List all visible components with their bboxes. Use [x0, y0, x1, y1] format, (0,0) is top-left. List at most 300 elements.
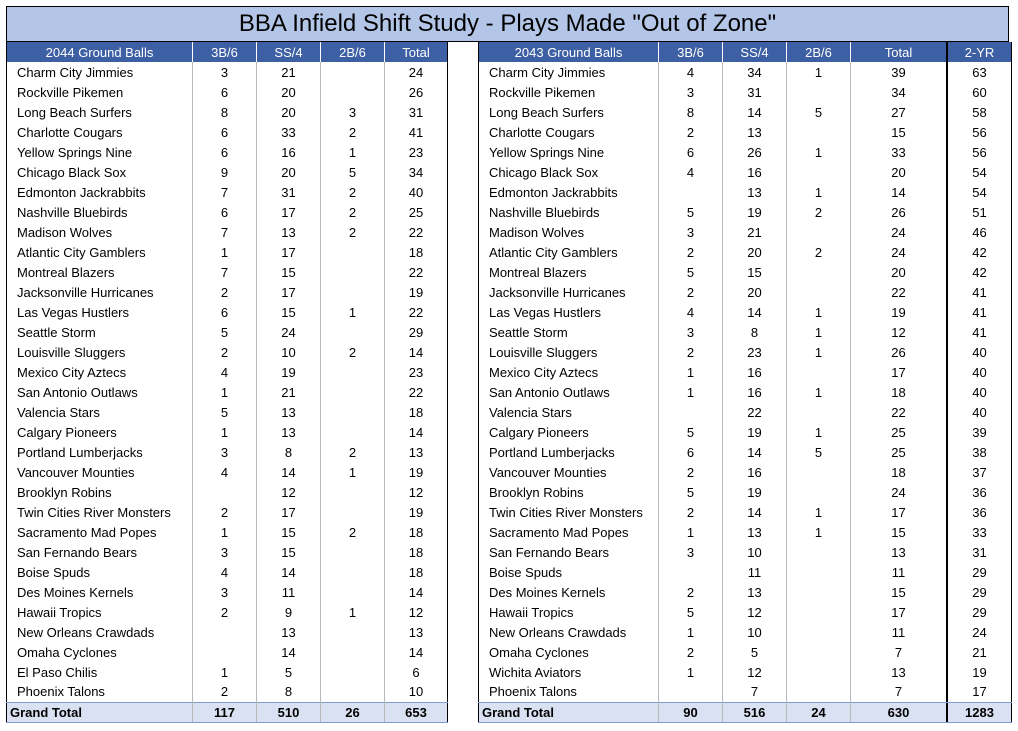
ss-cell: 16 — [723, 382, 787, 402]
ss-cell: 15 — [723, 262, 787, 282]
table-row — [948, 682, 1012, 702]
table-row — [479, 62, 947, 82]
table-row — [7, 422, 448, 442]
team-cell: Twin Cities River Monsters — [7, 502, 193, 522]
tables-grid — [6, 42, 1012, 723]
ss-cell: 17 — [257, 502, 321, 522]
table-row — [948, 62, 1012, 82]
total-cell: 18 — [408, 544, 424, 560]
table-row — [948, 82, 1012, 102]
2b-cell — [321, 622, 385, 642]
table-row — [7, 202, 448, 222]
ss-cell: 12 — [257, 482, 321, 502]
total-cell: 25 — [408, 204, 424, 220]
3b-cell: 7 — [193, 262, 257, 282]
total-cell: 18 — [408, 404, 424, 420]
total-cell: 17 — [891, 504, 906, 520]
table-row — [948, 562, 1012, 582]
2b-cell — [321, 502, 385, 522]
ss-cell: 15 — [257, 542, 321, 562]
ss-cell: 8 — [257, 442, 321, 462]
total-cell: 39 — [891, 64, 906, 80]
two-year-total-cell: 41 — [972, 284, 987, 300]
column-header: 2B/6 — [787, 42, 851, 62]
team-cell: Louisville Sluggers — [479, 342, 659, 362]
ss-cell: 16 — [257, 142, 321, 162]
table-row — [479, 142, 947, 162]
team-cell: Nashville Bluebirds — [479, 202, 659, 222]
team-cell: Valencia Stars — [479, 402, 659, 422]
team-cell: Sacramento Mad Popes — [479, 522, 659, 542]
3b-cell: 1 — [659, 662, 723, 682]
column-gap — [448, 42, 478, 723]
total-cell: 11 — [891, 564, 906, 580]
ss-cell: 13 — [723, 122, 787, 142]
two-year-total-cell: 31 — [972, 544, 987, 560]
3b-cell: 2 — [193, 602, 257, 622]
table-row — [479, 82, 947, 102]
ss-cell: 13 — [257, 622, 321, 642]
grand-total-label: Grand Total — [7, 702, 193, 722]
3b-cell — [659, 402, 723, 422]
2b-cell — [787, 222, 851, 242]
ss-cell: 10 — [257, 342, 321, 362]
table-row — [948, 282, 1012, 302]
table-row — [7, 222, 448, 242]
ss-cell: 20 — [723, 242, 787, 262]
two-year-total-cell: 29 — [972, 584, 987, 600]
team-cell: Montreal Blazers — [7, 262, 193, 282]
ss-cell: 15 — [257, 302, 321, 322]
table-row — [479, 162, 947, 182]
table-row — [7, 102, 448, 122]
ss-cell: 22 — [723, 402, 787, 422]
table-row — [948, 642, 1012, 662]
3b-cell: 5 — [659, 482, 723, 502]
3b-cell — [659, 562, 723, 582]
3b-cell: 2 — [659, 462, 723, 482]
total-cell: 7 — [894, 644, 903, 660]
3b-cell — [193, 482, 257, 502]
team-cell: Chicago Black Sox — [479, 162, 659, 182]
team-cell: Madison Wolves — [479, 222, 659, 242]
3b-cell: 1 — [193, 522, 257, 542]
table-row — [7, 622, 448, 642]
team-cell: Phoenix Talons — [7, 682, 193, 702]
2b-cell: 24 — [787, 702, 851, 722]
2b-cell — [787, 542, 851, 562]
3b-cell: 3 — [193, 542, 257, 562]
total-cell: 25 — [891, 424, 906, 440]
3b-cell: 5 — [659, 202, 723, 222]
total-cell: 34 — [408, 164, 424, 180]
table-row — [7, 182, 448, 202]
team-cell: San Antonio Outlaws — [7, 382, 193, 402]
3b-cell — [193, 642, 257, 662]
team-cell: Yellow Springs Nine — [7, 142, 193, 162]
table-row — [479, 102, 947, 122]
two-year-total-cell: 51 — [972, 204, 987, 220]
ss-cell: 31 — [723, 82, 787, 102]
3b-cell: 1 — [659, 382, 723, 402]
3b-cell: 7 — [193, 182, 257, 202]
ss-cell: 20 — [257, 82, 321, 102]
total-cell: 15 — [891, 584, 906, 600]
total-cell: 25 — [891, 444, 906, 460]
table-row — [7, 562, 448, 582]
3b-cell: 4 — [659, 62, 723, 82]
2b-cell — [321, 382, 385, 402]
ss-cell: 14 — [723, 302, 787, 322]
3b-cell: 2 — [193, 682, 257, 702]
table-row — [479, 122, 947, 142]
2b-cell: 1 — [321, 302, 385, 322]
table-row — [479, 642, 947, 662]
total-cell: 24 — [891, 244, 906, 260]
table-2043 — [478, 42, 947, 723]
ss-cell: 12 — [723, 602, 787, 622]
2b-cell — [787, 362, 851, 382]
ss-cell: 21 — [257, 382, 321, 402]
team-cell: Seattle Storm — [479, 322, 659, 342]
column-header: 2B/6 — [321, 42, 385, 62]
ss-cell: 516 — [723, 702, 787, 722]
ss-cell: 13 — [257, 422, 321, 442]
ss-cell: 26 — [723, 142, 787, 162]
table-row — [479, 562, 947, 582]
2b-cell — [321, 282, 385, 302]
3b-cell: 6 — [193, 82, 257, 102]
total-cell: 12 — [891, 324, 906, 340]
two-year-total-cell: 40 — [972, 404, 987, 420]
total-cell: 14 — [408, 584, 424, 600]
team-cell: Long Beach Surfers — [7, 102, 193, 122]
total-cell: 15 — [891, 524, 906, 540]
3b-cell: 2 — [659, 122, 723, 142]
ss-cell: 9 — [257, 602, 321, 622]
2b-cell — [321, 322, 385, 342]
2b-cell — [787, 622, 851, 642]
2b-cell: 1 — [787, 322, 851, 342]
team-cell: Mexico City Aztecs — [7, 362, 193, 382]
table-row — [948, 462, 1012, 482]
header-row-2044 — [7, 42, 448, 62]
table-row — [948, 622, 1012, 642]
2b-cell: 2 — [321, 522, 385, 542]
two-year-total-cell: 21 — [972, 644, 987, 660]
total-cell: 34 — [891, 84, 906, 100]
spreadsheet — [6, 6, 1009, 720]
table-row — [948, 142, 1012, 162]
team-cell: Hawaii Tropics — [479, 602, 659, 622]
3b-cell: 2 — [659, 582, 723, 602]
total-cell: 14 — [408, 644, 424, 660]
team-cell: Omaha Cyclones — [7, 642, 193, 662]
table-row — [479, 282, 947, 302]
total-cell: 26 — [408, 84, 424, 100]
team-cell: Calgary Pioneers — [7, 422, 193, 442]
table-row — [479, 482, 947, 502]
table-row — [7, 582, 448, 602]
ss-cell: 17 — [257, 282, 321, 302]
grand-total-row — [948, 702, 1012, 722]
2b-cell — [321, 682, 385, 702]
two-year-total-cell: 46 — [972, 224, 987, 240]
ss-cell: 16 — [723, 362, 787, 382]
total-cell: 40 — [408, 184, 424, 200]
3b-cell: 6 — [193, 202, 257, 222]
3b-cell: 3 — [659, 222, 723, 242]
two-year-total-cell: 29 — [972, 564, 987, 580]
table-row — [479, 342, 947, 362]
total-cell: 13 — [891, 664, 906, 680]
two-year-total-cell: 58 — [972, 104, 987, 120]
2b-cell — [321, 482, 385, 502]
column-header: 2043 Ground Balls — [479, 42, 659, 62]
ss-cell: 510 — [257, 702, 321, 722]
team-cell: Des Moines Kernels — [479, 582, 659, 602]
2b-cell: 2 — [321, 202, 385, 222]
2b-cell — [321, 402, 385, 422]
2b-cell: 2 — [321, 222, 385, 242]
two-year-total-cell: 63 — [972, 64, 987, 80]
3b-cell: 2 — [659, 282, 723, 302]
table-row — [948, 182, 1012, 202]
table-row — [948, 422, 1012, 442]
ss-cell: 15 — [257, 262, 321, 282]
table-row — [948, 382, 1012, 402]
total-cell: 33 — [891, 144, 906, 160]
ss-cell: 7 — [723, 682, 787, 702]
table-row — [948, 662, 1012, 682]
2b-cell: 2 — [787, 202, 851, 222]
total-cell: 14 — [408, 344, 424, 360]
table-row — [7, 122, 448, 142]
table-row — [7, 502, 448, 522]
3b-cell: 6 — [659, 142, 723, 162]
3b-cell — [193, 622, 257, 642]
ss-cell: 20 — [723, 282, 787, 302]
two-year-total-cell: 40 — [972, 384, 987, 400]
2b-cell — [321, 82, 385, 102]
3b-cell: 1 — [193, 382, 257, 402]
team-cell: Long Beach Surfers — [479, 102, 659, 122]
3b-cell: 5 — [659, 262, 723, 282]
total-cell: 12 — [408, 484, 424, 500]
ss-cell: 13 — [723, 522, 787, 542]
2b-cell — [787, 602, 851, 622]
table-row — [7, 162, 448, 182]
team-cell: Atlantic City Gamblers — [7, 242, 193, 262]
team-cell: Portland Lumberjacks — [7, 442, 193, 462]
team-cell: Madison Wolves — [7, 222, 193, 242]
table-row — [479, 602, 947, 622]
total-cell: 24 — [408, 64, 424, 80]
table-row — [948, 262, 1012, 282]
2b-cell — [321, 242, 385, 262]
2b-cell: 1 — [321, 602, 385, 622]
grand-total-label: Grand Total — [479, 702, 659, 722]
ss-cell: 14 — [723, 102, 787, 122]
ss-cell: 14 — [723, 502, 787, 522]
2b-cell — [321, 642, 385, 662]
ss-cell: 19 — [257, 362, 321, 382]
ss-cell: 13 — [257, 222, 321, 242]
ss-cell: 8 — [257, 682, 321, 702]
3b-cell: 8 — [193, 102, 257, 122]
2b-cell: 1 — [787, 302, 851, 322]
header-row-2yr — [948, 42, 1012, 62]
ss-cell: 21 — [723, 222, 787, 242]
table-row — [479, 402, 947, 422]
2b-cell: 1 — [321, 142, 385, 162]
2b-cell: 2 — [321, 122, 385, 142]
table-row — [948, 102, 1012, 122]
team-cell: Las Vegas Hustlers — [7, 302, 193, 322]
table-row — [948, 342, 1012, 362]
total-cell: 22 — [408, 224, 424, 240]
column-header: 2044 Ground Balls — [7, 42, 193, 62]
table-row — [948, 302, 1012, 322]
2b-cell — [787, 82, 851, 102]
team-cell: Chicago Black Sox — [7, 162, 193, 182]
table-row — [479, 462, 947, 482]
3b-cell: 2 — [193, 502, 257, 522]
3b-cell: 1 — [193, 662, 257, 682]
team-cell: Brooklyn Robins — [479, 482, 659, 502]
ss-cell: 14 — [257, 562, 321, 582]
3b-cell: 4 — [659, 162, 723, 182]
table-row — [7, 242, 448, 262]
table-row — [948, 602, 1012, 622]
3b-cell: 1 — [193, 242, 257, 262]
total-cell: 13 — [408, 624, 424, 640]
2b-cell — [787, 642, 851, 662]
total-cell: 20 — [891, 164, 906, 180]
table-row — [948, 322, 1012, 342]
2b-cell: 1 — [787, 522, 851, 542]
team-cell: Seattle Storm — [7, 322, 193, 342]
ss-cell: 10 — [723, 542, 787, 562]
total-cell: 26 — [891, 204, 906, 220]
table-row — [948, 482, 1012, 502]
2b-cell: 2 — [321, 182, 385, 202]
3b-cell: 6 — [193, 142, 257, 162]
table-row — [7, 282, 448, 302]
ss-cell: 19 — [723, 482, 787, 502]
table-row — [479, 522, 947, 542]
table-row — [948, 362, 1012, 382]
2b-cell — [321, 422, 385, 442]
column-header: SS/4 — [723, 42, 787, 62]
3b-cell: 1 — [193, 422, 257, 442]
2b-cell: 26 — [321, 702, 385, 722]
table-row — [479, 322, 947, 342]
3b-cell: 5 — [659, 422, 723, 442]
table-row — [948, 162, 1012, 182]
2b-cell — [321, 662, 385, 682]
team-cell: Omaha Cyclones — [479, 642, 659, 662]
ss-cell: 20 — [257, 162, 321, 182]
total-cell: 22 — [408, 264, 424, 280]
total-cell: 19 — [891, 304, 906, 320]
2b-cell — [787, 682, 851, 702]
3b-cell: 4 — [193, 562, 257, 582]
3b-cell: 8 — [659, 102, 723, 122]
ss-cell: 33 — [257, 122, 321, 142]
2b-cell: 1 — [787, 422, 851, 442]
table-row — [7, 682, 448, 702]
total-cell: 23 — [408, 144, 424, 160]
two-year-total-cell: 39 — [972, 424, 987, 440]
table-row — [479, 422, 947, 442]
page-title: BBA Infield Shift Study - Plays Made "Out of Zone" — [6, 6, 1009, 42]
table-2yr — [947, 42, 1012, 723]
table-row — [479, 682, 947, 702]
3b-cell: 1 — [659, 362, 723, 382]
2b-cell — [787, 462, 851, 482]
two-year-total-cell: 40 — [972, 364, 987, 380]
table-row — [7, 602, 448, 622]
total-cell: 22 — [891, 284, 906, 300]
total-cell: 22 — [891, 404, 906, 420]
team-cell: Charlotte Cougars — [7, 122, 193, 142]
total-cell: 18 — [891, 464, 906, 480]
table-row — [948, 202, 1012, 222]
two-year-total-cell: 37 — [972, 464, 987, 480]
team-cell: Valencia Stars — [7, 402, 193, 422]
ss-cell: 5 — [257, 662, 321, 682]
ss-cell: 13 — [257, 402, 321, 422]
2b-cell: 2 — [321, 342, 385, 362]
table-row — [479, 362, 947, 382]
3b-cell: 6 — [193, 122, 257, 142]
table-row — [7, 402, 448, 422]
2b-cell: 2 — [787, 242, 851, 262]
total-cell: 13 — [408, 444, 424, 460]
ss-cell: 14 — [257, 462, 321, 482]
total-cell: 7 — [894, 684, 903, 700]
ss-cell: 19 — [723, 422, 787, 442]
column-header: 3B/6 — [659, 42, 723, 62]
3b-cell: 5 — [193, 322, 257, 342]
2b-cell — [787, 402, 851, 422]
table-row — [479, 242, 947, 262]
3b-cell: 2 — [659, 502, 723, 522]
table-row — [7, 82, 448, 102]
3b-cell: 2 — [659, 242, 723, 262]
two-year-total-cell: 17 — [972, 684, 987, 700]
team-cell: Charm City Jimmies — [479, 62, 659, 82]
team-cell: Calgary Pioneers — [479, 422, 659, 442]
team-cell: Brooklyn Robins — [7, 482, 193, 502]
3b-cell: 3 — [193, 582, 257, 602]
two-year-total-cell: 36 — [972, 504, 987, 520]
team-cell: Hawaii Tropics — [7, 602, 193, 622]
table-row — [7, 62, 448, 82]
ss-cell: 11 — [723, 562, 787, 582]
3b-cell: 1 — [659, 622, 723, 642]
team-cell: Louisville Sluggers — [7, 342, 193, 362]
team-cell: San Fernando Bears — [7, 542, 193, 562]
table-row — [479, 662, 947, 682]
two-year-total-cell: 42 — [972, 244, 987, 260]
two-year-total-cell: 24 — [972, 624, 987, 640]
2b-cell — [321, 262, 385, 282]
table-row — [479, 222, 947, 242]
table-row — [479, 582, 947, 602]
table-row — [7, 522, 448, 542]
